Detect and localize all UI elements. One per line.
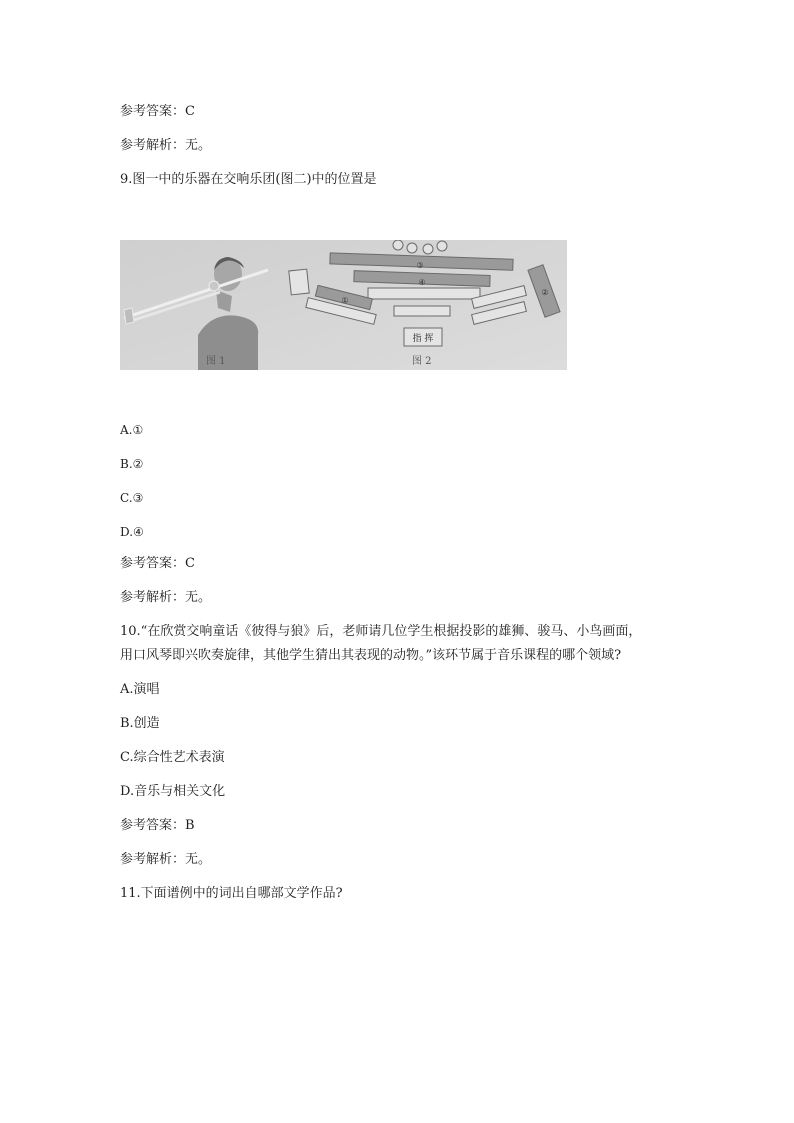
q9-figure-photo bbox=[120, 240, 567, 370]
q10-option-d: D.音乐与相关文化 bbox=[120, 784, 226, 799]
figure-2-label: 图 2 bbox=[412, 356, 432, 367]
marker-3: ③ bbox=[416, 261, 424, 270]
q8-analysis: 参考解析：无。 bbox=[120, 138, 212, 153]
q9-analysis: 参考解析：无。 bbox=[120, 590, 212, 605]
q9-option-d: D.④ bbox=[120, 525, 144, 539]
q9-option-b: B.② bbox=[120, 457, 144, 471]
q10-stem-line2: 用口风琴即兴吹奏旋律，其他学生猜出其表现的动物。”该环节属于音乐课程的哪个领域? bbox=[120, 648, 622, 663]
q10-stem-line1: 10.“在欣赏交响童话《彼得与狼》后，老师请几位学生根据投影的雄狮、骏马、小鸟画面， bbox=[120, 624, 642, 639]
figure-1-label: 图 1 bbox=[206, 356, 226, 367]
q10-option-a: A.演唱 bbox=[120, 682, 160, 697]
conductor-label: 指 挥 bbox=[412, 334, 434, 344]
q9-answer: 参考答案：C bbox=[120, 556, 195, 571]
q9-option-a: A.① bbox=[120, 423, 144, 437]
q10-analysis: 参考解析：无。 bbox=[120, 852, 212, 867]
q11-stem: 11.下面谱例中的词出自哪部文学作品? bbox=[120, 886, 343, 901]
q8-answer: 参考答案：C bbox=[120, 104, 195, 119]
q9-stem: 9.图一中的乐器在交响乐团(图二)中的位置是 bbox=[120, 172, 377, 187]
q10-answer: 参考答案：B bbox=[120, 818, 195, 833]
marker-4: ④ bbox=[418, 278, 426, 287]
marker-1: ① bbox=[341, 296, 349, 305]
q10-option-b: B.创造 bbox=[120, 716, 160, 731]
marker-2: ② bbox=[541, 288, 549, 297]
q9-option-c: C.③ bbox=[120, 491, 144, 505]
q10-option-c: C.综合性艺术表演 bbox=[120, 750, 225, 765]
